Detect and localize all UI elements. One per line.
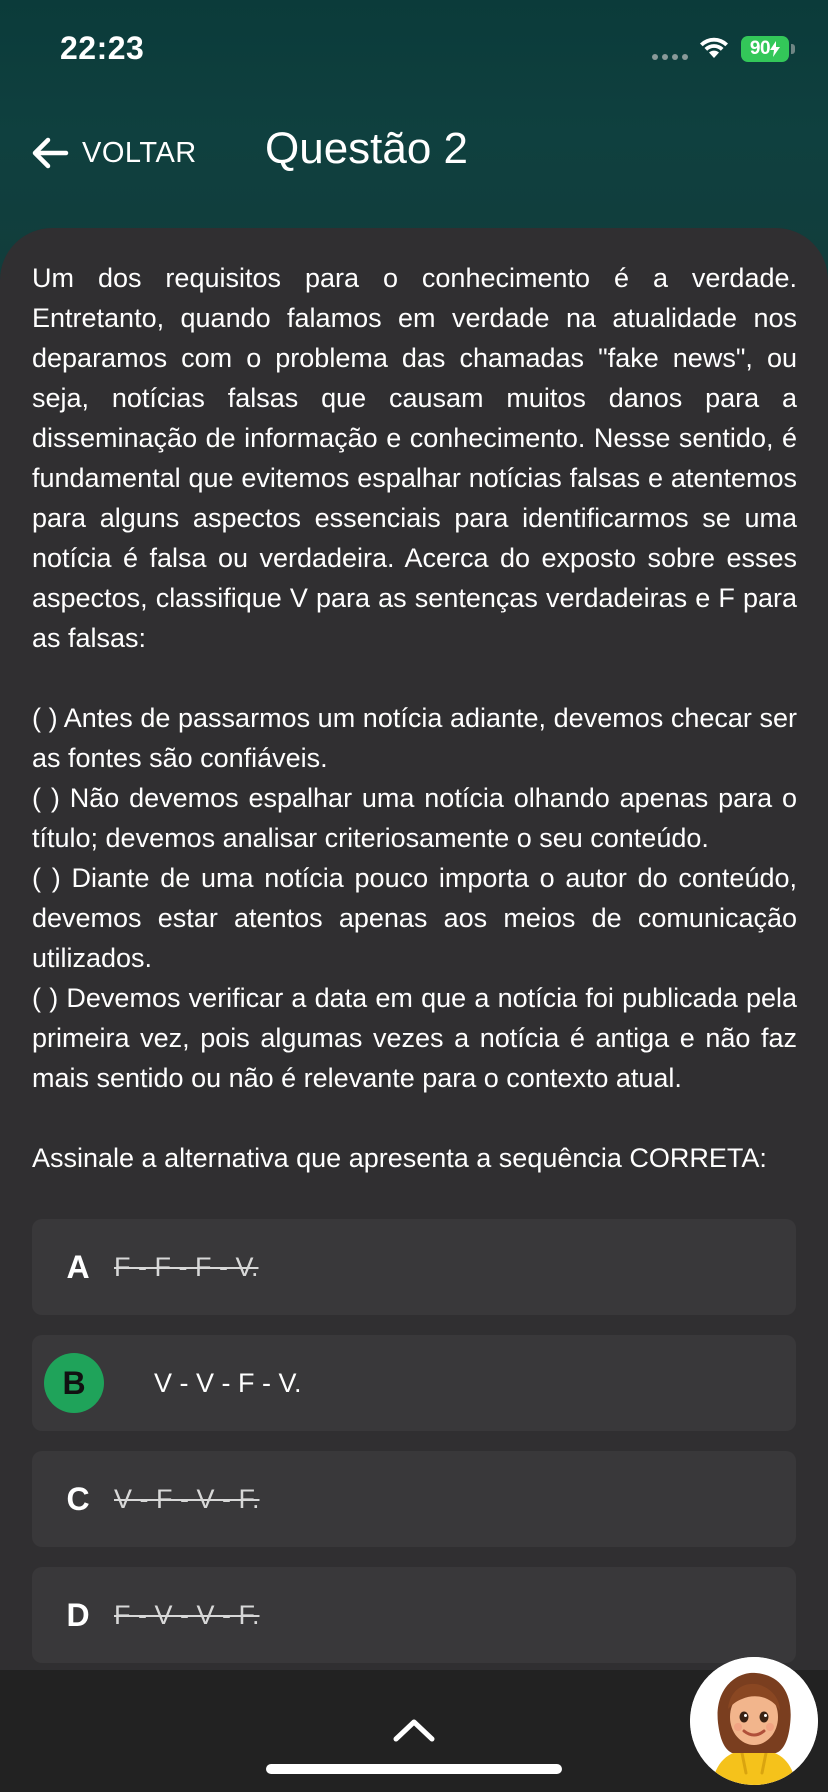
option-b[interactable]	[32, 1335, 796, 1431]
question-text	[32, 258, 797, 1178]
back-button[interactable]	[30, 128, 197, 178]
statement-3: ( ) Diante de uma notícia pouco importa o autor do conteúdo, devemos estar atentos apenas aos meios de comunicação utilizados.	[32, 863, 797, 973]
question-intro: Um dos requisitos para o conhecimento é a verdade. Entretanto, quando falamos em verdade na atualidade nos deparamos com o problema das chamadas "fake news", ou seja, notícias falsas que causam muitos danos para a disseminação de informação e conhecimento. Nesse sentido, é fundamental que evitemos espalhar notícias falsas e atentemos para alguns aspectos essenciais para identificarmos se uma notícia é falsa ou verdadeira. Acerca do exposto sobre esses aspectos, classifique V para as sentenças verdadeiras e F para as falsas:	[32, 263, 797, 653]
option-text: V - V - F - V.	[154, 1367, 302, 1398]
cellular-signal-icon	[652, 54, 688, 60]
statement-4: ( ) Devemos verificar a data em que a notícia foi publicada pela primeira vez, pois algumas vezes a notícia é antiga e não faz mais sentido ou não é relevante para o contexto atual.	[32, 983, 797, 1093]
status-bar	[0, 0, 828, 100]
option-c[interactable]	[32, 1451, 796, 1547]
chevron-up-icon[interactable]	[392, 1714, 436, 1744]
option-letter-selected: B	[44, 1353, 104, 1413]
back-label: VOLTAR	[82, 136, 197, 169]
option-letter: D	[66, 1596, 90, 1633]
avatar[interactable]	[690, 1657, 818, 1785]
assistant-avatar-icon	[690, 1657, 818, 1785]
option-text: F - F - F - V.	[114, 1251, 259, 1282]
option-letter: A	[66, 1248, 90, 1285]
battery-level: 90	[749, 38, 771, 59]
statement-1: ( ) Antes de passarmos um notícia adiante, devemos checar ser as fontes são confiáveis.	[32, 703, 797, 773]
wifi-icon	[698, 34, 730, 60]
question-prompt: Assinale a alternativa que apresenta a sequência CORRETA:	[32, 1143, 767, 1173]
option-text: F - V - V - F.	[114, 1599, 260, 1630]
status-time: 22:23	[60, 30, 145, 66]
option-a[interactable]	[32, 1219, 796, 1315]
charging-bolt-icon	[770, 41, 780, 57]
option-d[interactable]	[32, 1567, 796, 1663]
option-text: V - F - V - F.	[114, 1483, 260, 1514]
battery-cap	[791, 44, 795, 54]
arrow-left-icon	[30, 133, 70, 173]
page-title: Questão 2	[265, 124, 469, 173]
statement-2: ( ) Não devemos espalhar uma notícia olhando apenas para o título; devemos analisar criteriosamente o seu conteúdo.	[32, 783, 797, 853]
battery-indicator	[741, 36, 789, 62]
option-letter: C	[66, 1480, 90, 1517]
home-indicator	[266, 1764, 562, 1774]
